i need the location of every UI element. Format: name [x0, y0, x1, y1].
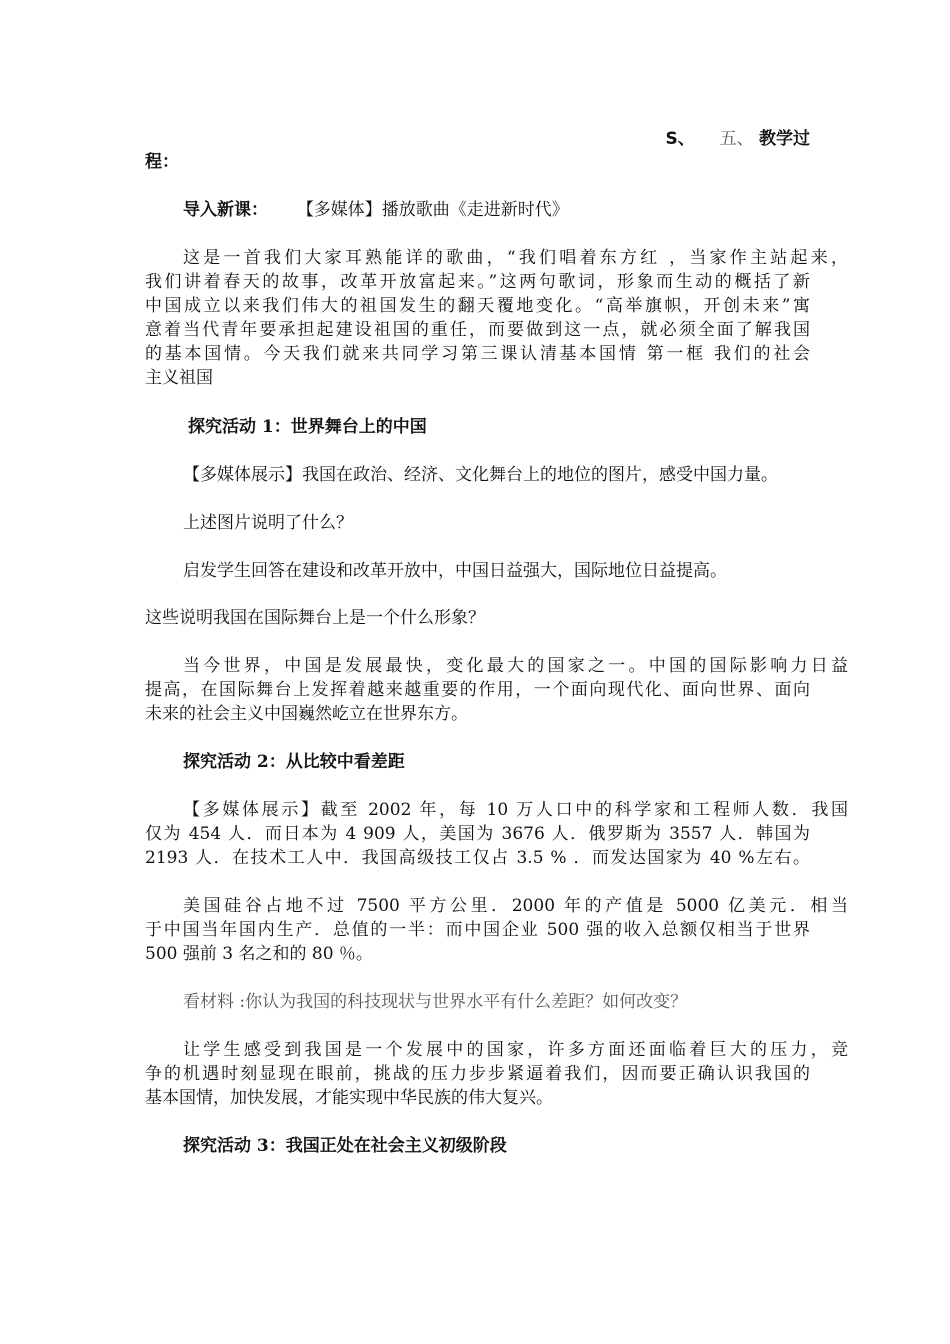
- section-number: 五、: [719, 129, 754, 149]
- activity3-heading: 探究活动 3：我国正处在社会主义初级阶段: [183, 1136, 507, 1156]
- intro-line: [145, 198, 848, 222]
- activity2-para-line: 2193 人．在技术工人中．我国高级技工仅占 3.5 % ．而发达国家为 40 %左右。: [145, 848, 810, 868]
- activity2-para-line: 仅为 454 人．而日本为 4 909 人，美国为 3676 人．俄罗斯为 3557 人．韩国为: [145, 824, 810, 844]
- activity1-paragraph: 上述图片说明了什么？: [183, 513, 353, 533]
- intro-para-line: 意着当代青年要承担起建设祖国的重任，而要做到这一点，就必须全面了解我国: [145, 320, 810, 340]
- activity1-para-line: 当今世界，中国是发展最快，变化最大的国家之一。中国的国际影响力日益: [183, 656, 848, 676]
- activity2-para-line: 于中国当年国内生产．总值的一半：而中国企业 500 强的收入总额仅相当于世界: [145, 920, 810, 940]
- activity2-question: 看材料 :你认为我国的科技现状与世界水平有什么差距？如何改变？: [183, 992, 688, 1012]
- intro-para-line: 主义祖国: [145, 368, 213, 388]
- section-title-part1: 教学过: [759, 129, 810, 149]
- activity1-heading: 探究活动 1：世界舞台上的中国: [188, 417, 427, 437]
- intro-para-line: 的基本国情。今天我们就来共同学习第三课认清基本国情 第一框 我们的社会: [145, 344, 810, 364]
- section-heading-line: [145, 127, 810, 151]
- activity2-heading: 探究活动 2：从比较中看差距: [183, 752, 405, 772]
- activity2-para-line: 500 强前 3 名之和的 80 ％。: [145, 944, 373, 964]
- intro-para-line: 我们讲着春天的故事，改革开放富起来。”这两句歌词，形象而生动的概括了新: [145, 272, 810, 292]
- intro-label: 导入新课：: [183, 200, 268, 220]
- section-marker: S、: [665, 129, 695, 149]
- activity2-para-line: 美国硅谷占地不过 7500 平方公里．2000 年的产值是 5000 亿美元．相当: [183, 896, 848, 916]
- activity1-paragraph: 【多媒体展示】我国在政治、经济、文化舞台上的地位的图片，感受中国力量。: [183, 465, 778, 485]
- activity1-para-line: 提高，在国际舞台上发挥着越来越重要的作用，一个面向现代化、面向世界、面向: [145, 680, 810, 700]
- section-title-part2: 程：: [145, 152, 179, 172]
- intro-para-line: 这是一首我们大家耳熟能详的歌曲，“我们唱着东方红 ，当家作主站起来，: [183, 248, 848, 268]
- activity1-paragraph: 这些说明我国在国际舞台上是一个什么形象？: [145, 608, 485, 628]
- intro-multimedia: 【多媒体】播放歌曲《走进新时代》: [296, 200, 569, 220]
- activity2-para-line: 让学生感受到我国是一个发展中的国家，许多方面还面临着巨大的压力，竞: [183, 1040, 848, 1060]
- intro-para-line: 中国成立以来我们伟大的祖国发生的翻天覆地变化。“高举旗帜，开创未来”寓: [145, 296, 810, 316]
- activity2-para-line: 【多媒体展示】截至 2002 年，每 10 万人口中的科学家和工程师人数．我国: [183, 800, 848, 820]
- activity2-para-line: 争的机遇时刻显现在眼前，挑战的压力步步紧逼着我们，因而要正确认识我国的: [145, 1064, 810, 1084]
- activity2-para-line: 基本国情，加快发展，才能实现中华民族的伟大复兴。: [145, 1088, 553, 1108]
- activity1-paragraph: 启发学生回答在建设和改革开放中，中国日益强大，国际地位日益提高。: [183, 561, 727, 581]
- activity1-para-line: 未来的社会主义中国巍然屹立在世界东方。: [145, 704, 468, 724]
